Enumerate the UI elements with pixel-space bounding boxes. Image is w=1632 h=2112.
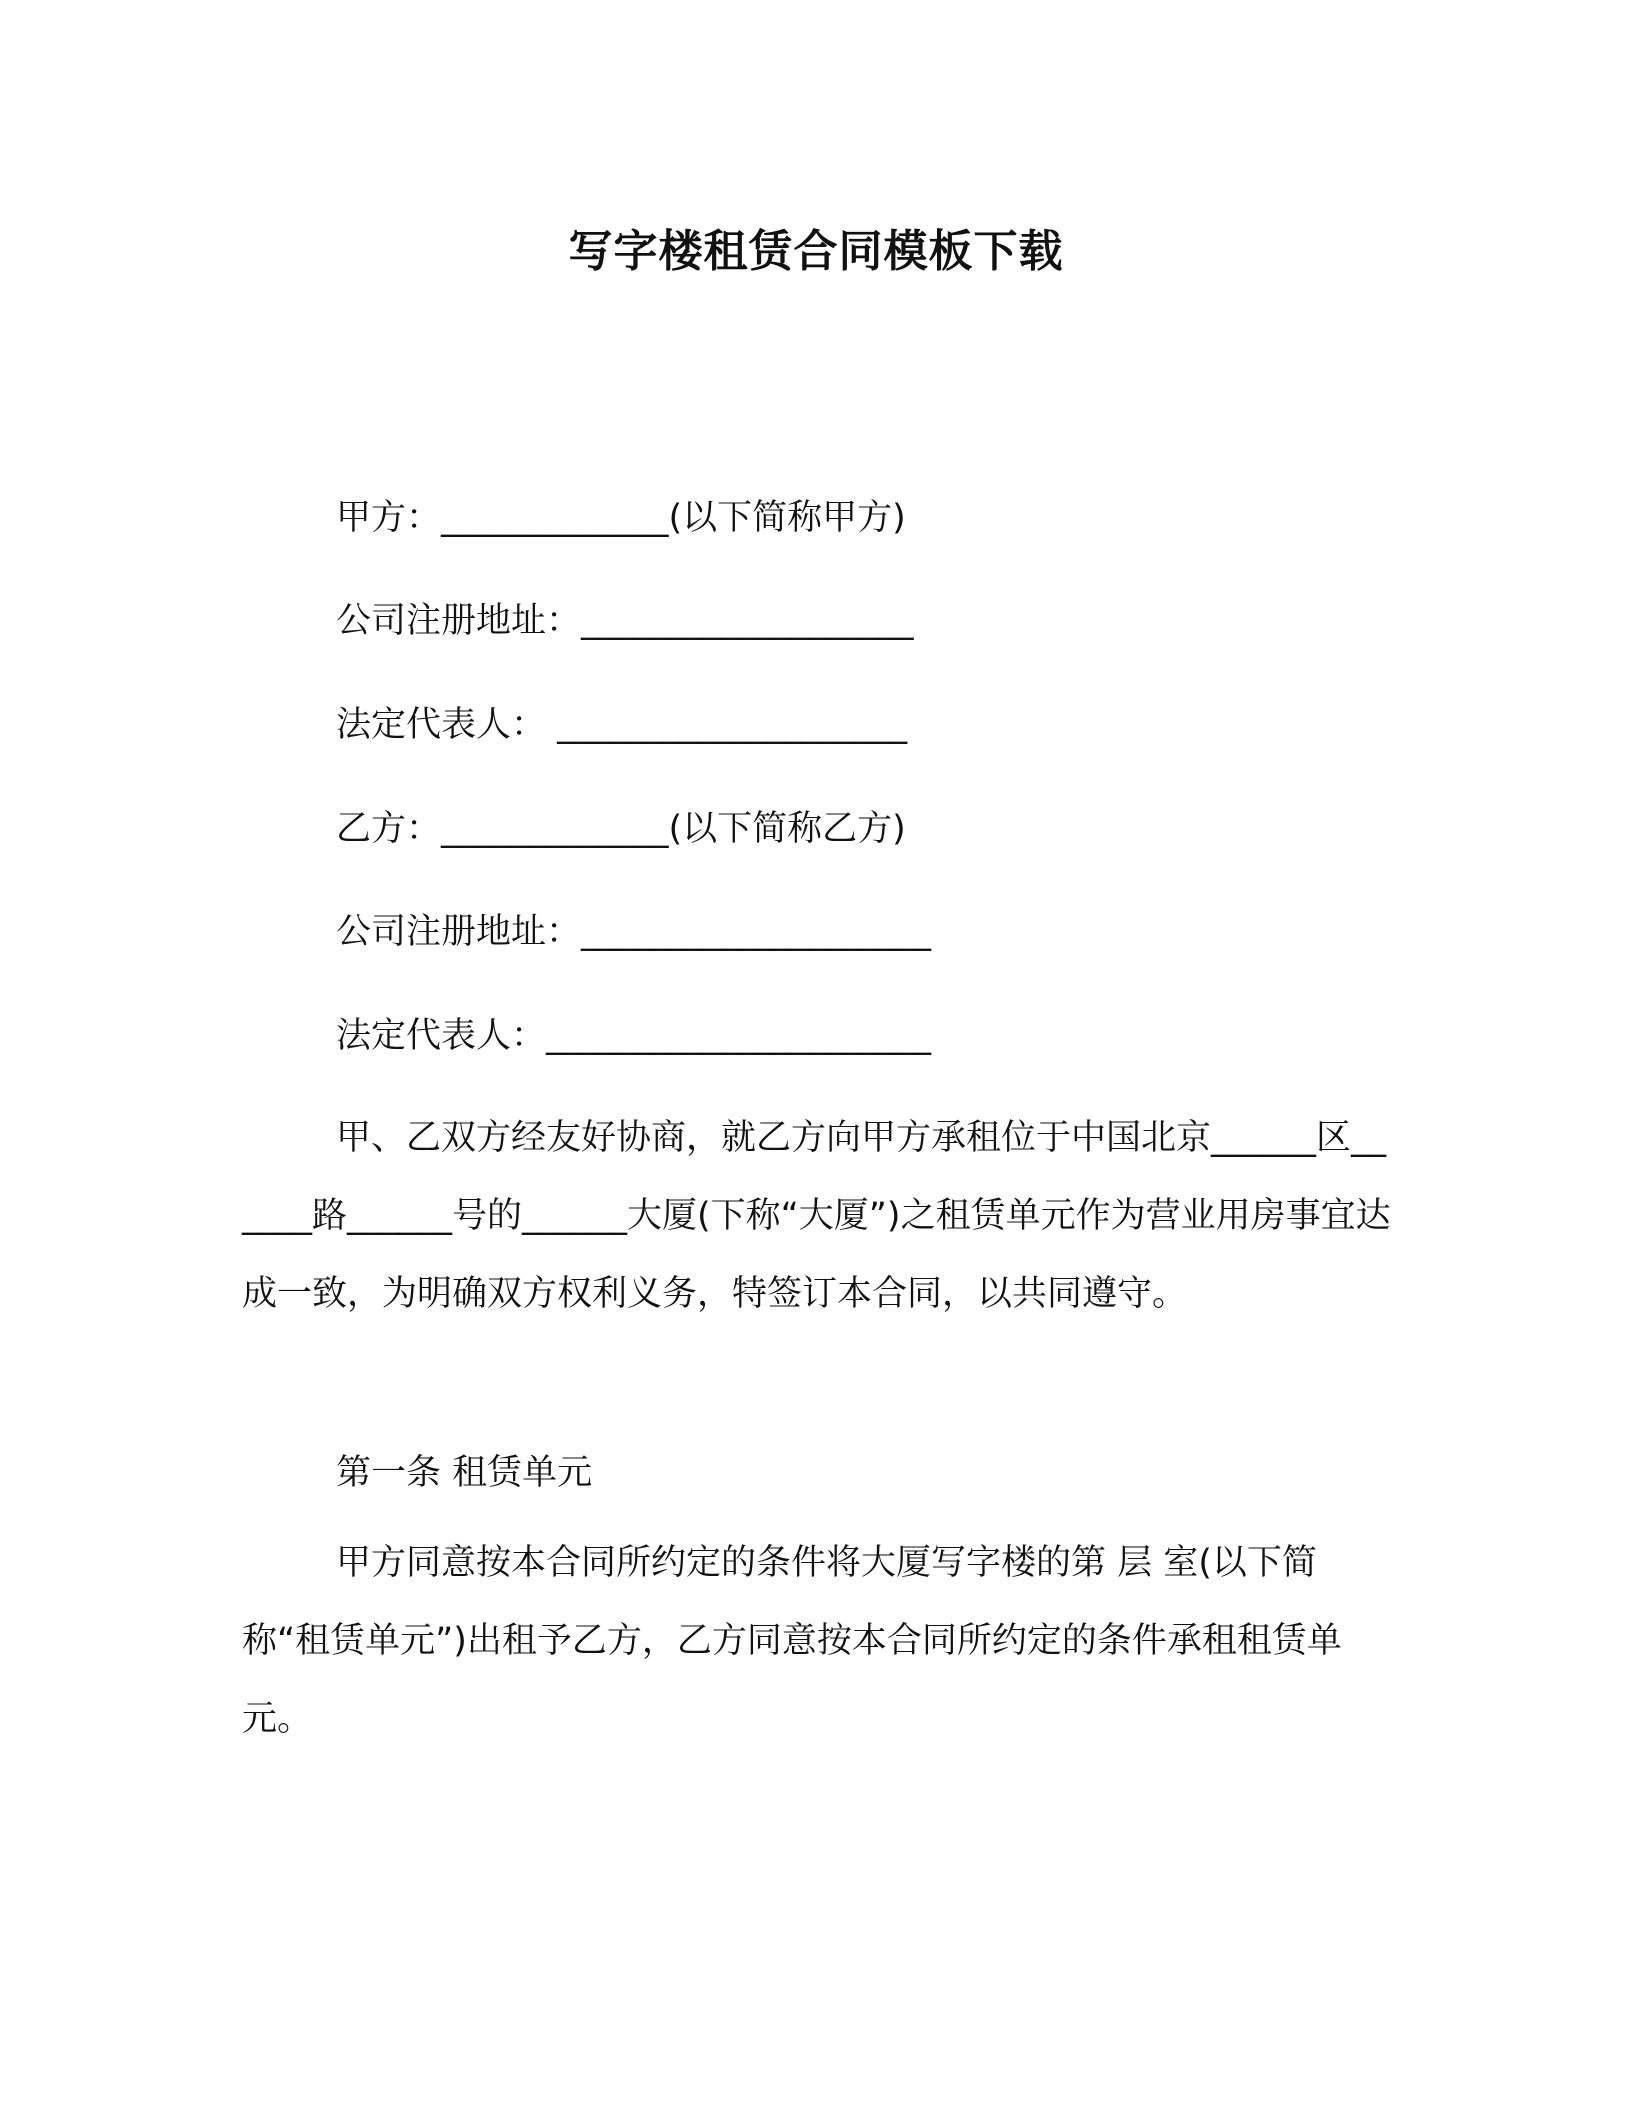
field-party-b: 乙方：_____________(以下简称乙方) [336, 809, 906, 849]
field-party-a-address: 公司注册地址：___________________ [336, 601, 914, 641]
field-party-b-address: 公司注册地址：____________________ [336, 912, 932, 952]
section-1-heading: 第一条 租赁单元 [336, 1453, 593, 1493]
intro-paragraph: 甲、乙双方经友好协商，就乙方向甲方承租位于中国北京______区______路______号的______大厦(下称“大厦”)之租赁单元作为营业用房事宜达成一致，为明确双方权利义务，特签订本合同，以共同遵守。 [242, 1118, 1391, 1314]
field-party-a: 甲方：_____________(以下简称甲方) [336, 498, 906, 538]
section-1-body: 甲方同意按本合同所约定的条件将大厦写字楼的第 层 室(以下简称“租赁单元”)出租予乙方，乙方同意按本合同所约定的条件承租租赁单元。 [242, 1543, 1342, 1739]
document-title: 写字楼租赁合同模板下载 [568, 226, 1064, 277]
field-party-a-representative: 法定代表人： ____________________ [336, 705, 908, 745]
field-party-b-representative: 法定代表人：______________________ [336, 1016, 932, 1056]
